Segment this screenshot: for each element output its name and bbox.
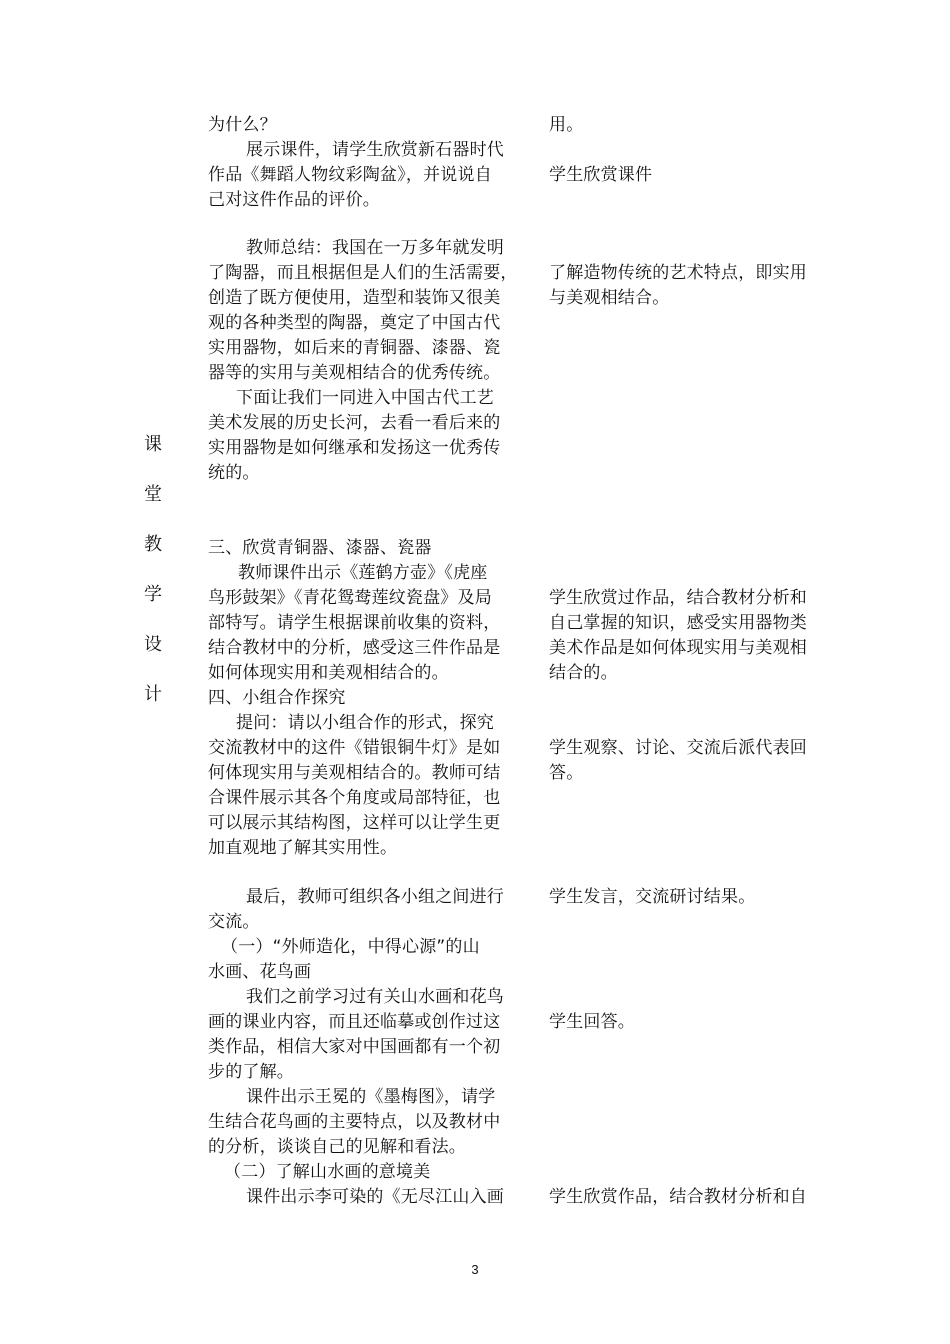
teacher-text-line: 最后，教师可组织各小组之间进行 (246, 887, 504, 907)
teacher-text-line: 我们之前学习过有关山水画和花鸟 (246, 987, 504, 1007)
teacher-text-line: 何体现实用与美观相结合的。教师可结 (208, 763, 501, 783)
teacher-text-line: 课件出示李可染的《无尽江山入画 (246, 1187, 504, 1207)
student-text-line: 与美观相结合。 (549, 288, 670, 308)
teacher-text-line: 教师总结：我国在一万多年就发明 (246, 238, 504, 258)
teacher-text-line: 课件出示王冕的《墨梅图》，请学 (246, 1087, 496, 1107)
section-heading: 三、欣赏青铜器、漆器、瓷器 (208, 538, 432, 558)
teacher-text-line: 如何体现实用和美观相结合的。 (208, 663, 449, 683)
section-label-vertical (142, 420, 164, 720)
teacher-text-line: 步的了解。 (208, 1062, 294, 1082)
teacher-text-line: 创造了既方便使用，造型和装饰又很美 (208, 288, 501, 308)
student-text-line: 学生发言，交流研讨结果。 (549, 887, 756, 907)
teacher-text-line: 教师课件出示《莲鹤方壶》《虎座 (238, 563, 488, 583)
teacher-text-line: 下面让我们一同进入中国古代工艺 (236, 388, 494, 408)
student-text-line: 学生欣赏过作品，结合教材分析和 (549, 588, 807, 608)
section-heading: （一）“外师造化，中得心源”的山 (221, 937, 480, 957)
student-text-line: 学生回答。 (549, 1012, 635, 1032)
section-heading: （二）了解山水画的意境美 (224, 1162, 431, 1182)
section-label-char: 课 (144, 434, 162, 455)
teacher-text-line: 交流。 (208, 912, 260, 932)
section-heading: 四、小组合作探究 (208, 688, 346, 708)
teacher-text-line: 美术发展的历史长河，去看一看后来的 (208, 413, 501, 433)
teacher-text-line: 鸟形鼓架》《青花鸳鸯莲纹瓷盘》及局 (208, 588, 492, 608)
student-text-line: 自己掌握的知识，感受实用器物类 (549, 613, 807, 633)
teacher-text-line: 实用器物是如何继承和发扬这一优秀传 (208, 438, 501, 458)
teacher-text-line: 可以展示其结构图，这样可以让学生更 (208, 813, 501, 833)
section-label-char: 学 (144, 584, 162, 605)
student-text-line: 了解造物传统的艺术特点，即实用 (549, 263, 807, 283)
teacher-text-line: 部特写。请学生根据课前收集的资料， (208, 613, 501, 633)
section-label-char: 计 (144, 684, 162, 705)
teacher-text-line: 画的课业内容，而且还临摹或创作过这 (208, 1012, 501, 1032)
teacher-text-line: 提问：请以小组合作的形式，探究 (236, 713, 494, 733)
teacher-text-line: 统的。 (208, 463, 260, 483)
teacher-text-line: 交流教材中的这件《错银铜牛灯》是如 (208, 738, 501, 758)
teacher-text-line: 类作品，相信大家对中国画都有一个初 (208, 1037, 501, 1057)
teacher-text-line: 作品《舞蹈人物纹彩陶盆》，并说说自 (208, 165, 492, 185)
teacher-text-line: 观的各种类型的陶器，奠定了中国古代 (208, 313, 501, 333)
student-text-line: 学生欣赏课件 (549, 165, 653, 185)
teacher-text-line: 了陶器，而且根据但是人们的生活需要， (208, 263, 518, 283)
teacher-text-line: 实用器物，如后来的青铜器、漆器、瓷 (208, 338, 501, 358)
student-text-line: 答。 (549, 763, 584, 783)
student-text-line: 美术作品是如何体现实用与美观相 (549, 638, 807, 658)
student-text-line: 学生欣赏作品，结合教材分析和自 (549, 1187, 807, 1207)
section-label-char: 教 (144, 534, 162, 555)
student-text-line: 用。 (549, 115, 584, 135)
student-text-line: 结合的。 (549, 663, 618, 683)
section-heading: 水画、花鸟画 (208, 962, 312, 982)
section-label-char: 设 (144, 634, 162, 655)
teacher-text-line: 展示课件，请学生欣赏新石器时代 (246, 140, 504, 160)
student-text-line: 学生观察、讨论、交流后派代表回 (549, 738, 807, 758)
page-number: 3 (471, 1262, 479, 1277)
teacher-text-line: 结合教材中的分析，感受这三件作品是 (208, 638, 501, 658)
teacher-text-line: 为什么？ (208, 115, 277, 135)
section-label-char: 堂 (144, 484, 162, 505)
teacher-text-line: 己对这件作品的评价。 (208, 190, 380, 210)
teacher-text-line: 生结合花鸟画的主要特点，以及教材中 (208, 1112, 501, 1132)
teacher-text-line: 器等的实用与美观相结合的优秀传统。 (208, 363, 501, 383)
teacher-text-line: 加直观地了解其实用性。 (208, 838, 398, 858)
teacher-text-line: 的分析，谈谈自己的见解和看法。 (208, 1137, 466, 1157)
teacher-text-line: 合课件展示其各个角度或局部特征，也 (208, 788, 501, 808)
